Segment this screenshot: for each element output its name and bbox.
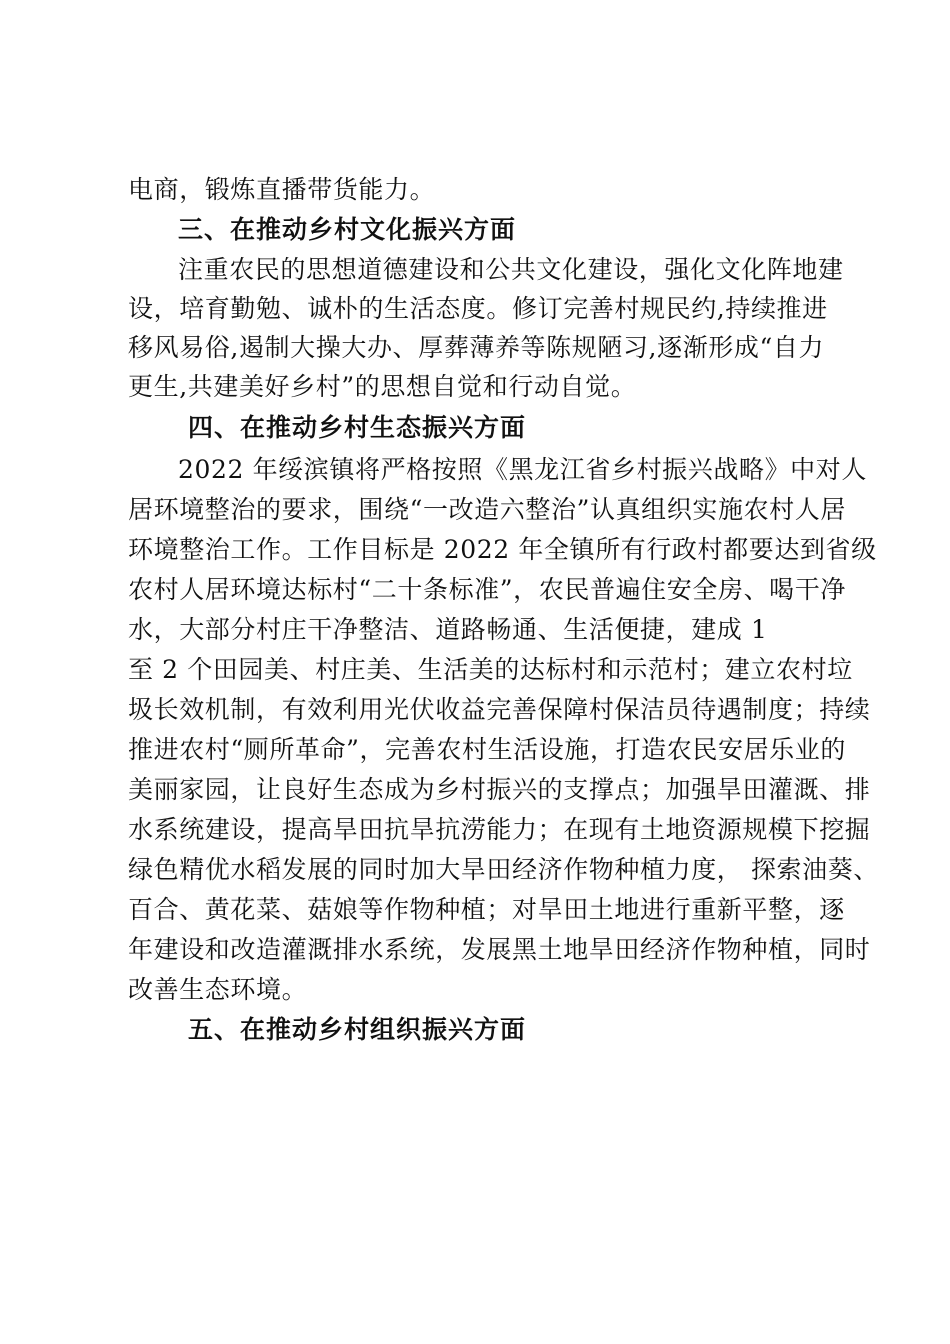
text-line: 2022 年绥滨镇将严格按照《黑龙江省乡村振兴战略》中对人	[178, 455, 867, 484]
text-line: 水，大部分村庄干净整洁、道路畅通、生活便捷，建成 1	[128, 615, 768, 644]
text-line: 环境整治工作。工作目标是 2022 年全镇所有行政村都要达到省级	[128, 535, 877, 564]
text-line: 绿色精优水稻发展的同时加大旱田经济作物种植力度， 探索油葵、	[128, 855, 879, 884]
text-line: 注重农民的思想道德建设和公共文化建设，强化文化阵地建	[178, 255, 844, 284]
section-heading-organization: 五、在推动乡村组织振兴方面	[188, 1015, 527, 1044]
text-line: 电商，锻炼直播带货能力。	[128, 175, 436, 204]
text-line: 美丽家园，让良好生态成为乡村振兴的支撑点；加强旱田灌溉、排	[128, 775, 871, 804]
text-line: 农村人居环境达标村“二十条标准”，农民普遍住安全房、喝干净	[128, 575, 846, 604]
text-line: 水系统建设，提高旱田抗旱抗涝能力；在现有土地资源规模下挖掘	[128, 815, 871, 844]
text-line: 百合、黄花菜、菇娘等作物种植；对旱田土地进行重新平整，逐	[128, 895, 845, 924]
text-line: 圾长效机制，有效利用光伏收益完善保障村保洁员待遇制度；持续	[128, 695, 871, 724]
text-line: 至 2 个田园美、村庄美、生活美的达标村和示范村；建立农村垃	[128, 655, 853, 684]
text-line: 更生,共建美好乡村”的思想自觉和行动自觉。	[128, 372, 637, 401]
text-line: 推进农村“厕所革命”，完善农村生活设施，打造农民安居乐业的	[128, 735, 846, 764]
text-line: 改善生态环境。	[128, 975, 308, 1004]
text-line: 居环境整治的要求，围绕“一改造六整治”认真组织实施农村人居	[128, 495, 846, 524]
text-line: 设，培育勤勉、诚朴的生活态度。修订完善村规民约,持续推进	[128, 294, 828, 323]
text-line: 移风易俗,遏制大操大办、厚葬薄养等陈规陋习,逐渐形成“自力	[128, 333, 825, 362]
section-heading-culture: 三、在推动乡村文化振兴方面	[178, 215, 517, 244]
text-line: 年建设和改造灌溉排水系统，发展黑土地旱田经济作物种植，同时	[128, 935, 871, 964]
section-heading-ecology: 四、在推动乡村生态振兴方面	[188, 413, 527, 442]
